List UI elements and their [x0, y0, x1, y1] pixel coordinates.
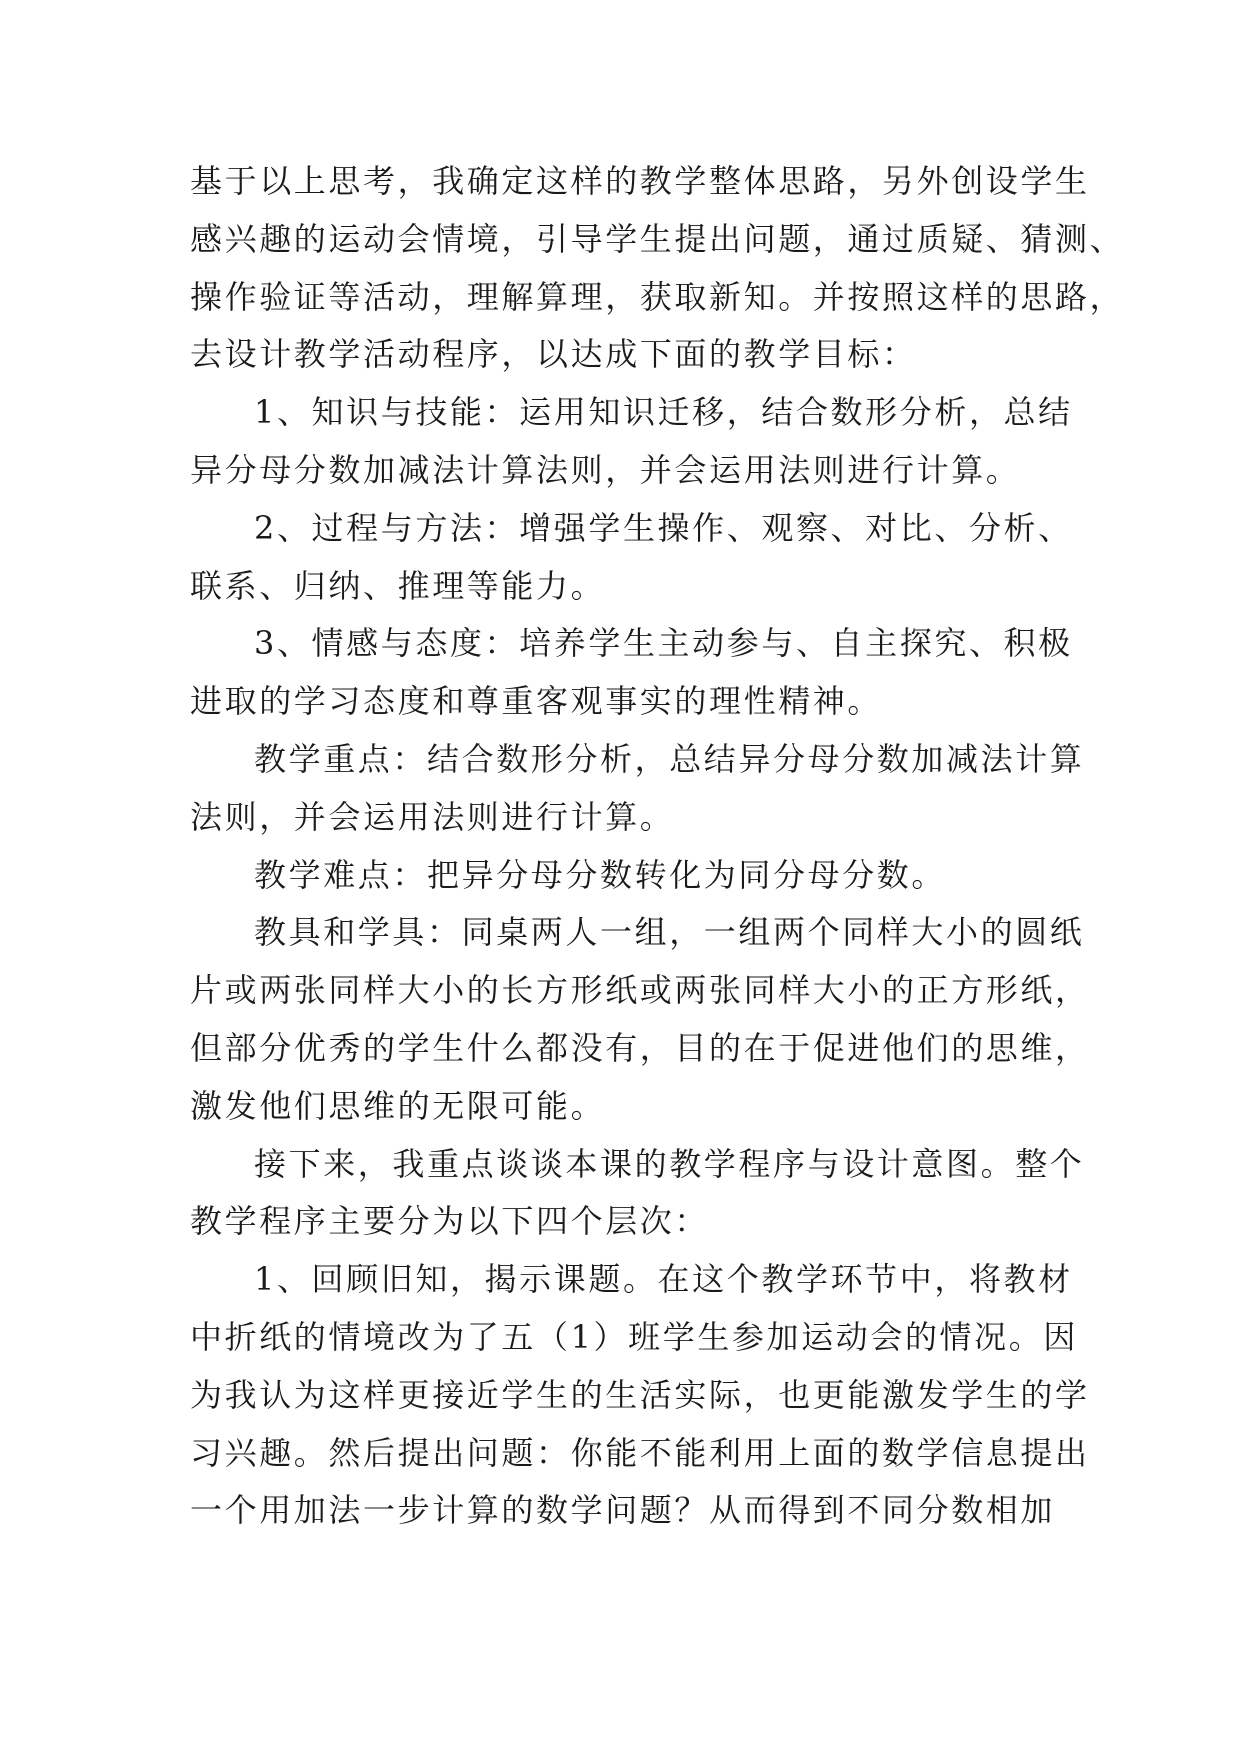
- text-line: 联系、归纳、推理等能力。: [190, 566, 606, 605]
- text-line: 1、知识与技能：运用知识迁移，结合数形分析，总结: [254, 393, 1073, 432]
- text-line: 异分母分数加减法计算法则，并会运用法则进行计算。: [190, 451, 1021, 489]
- text-line: 习兴趣。然后提出问题：你能不能利用上面的数学信息提出: [190, 1433, 1090, 1472]
- text-line: 1、回顾旧知，揭示课题。在这个教学环节中，将教材: [254, 1260, 1073, 1299]
- text-line: 感兴趣的运动会情境，引导学生提出问题，通过质疑、猜测、: [190, 219, 1125, 258]
- text-line: 教具和学具：同桌两人一组，一组两个同样大小的圆纸: [254, 913, 1085, 952]
- text-line: 激发他们思维的无限可能。: [190, 1086, 606, 1125]
- text-line: 基于以上思考，我确定这样的教学整体思路，另外创设学生: [190, 162, 1090, 200]
- text-line: 操作验证等活动，理解算理，获取新知。并按照这样的思路，: [190, 277, 1125, 316]
- text-line: 法则，并会运用法则进行计算。: [190, 797, 675, 836]
- text-line: 教学难点：把异分母分数转化为同分母分数。: [254, 855, 947, 894]
- text-line: 一个用加法一步计算的数学问题？从而得到不同分数相加: [190, 1491, 1056, 1530]
- text-line: 但部分优秀的学生什么都没有，目的在于促进他们的思维，: [190, 1029, 1090, 1067]
- text-line: 2、过程与方法：增强学生操作、观察、对比、分析、: [254, 508, 1073, 547]
- text-line: 进取的学习态度和尊重客观事实的理性精神。: [190, 682, 883, 721]
- text-line: 为我认为这样更接近学生的生活实际，也更能激发学生的学: [190, 1375, 1090, 1414]
- text-line: 3、情感与态度：培养学生主动参与、自主探究、积极: [254, 624, 1073, 663]
- text-line: 片或两张同样大小的长方形纸或两张同样大小的正方形纸，: [190, 971, 1090, 1010]
- text-line: 接下来，我重点谈谈本课的教学程序与设计意图。整个: [254, 1144, 1085, 1183]
- text-line: 去设计教学活动程序，以达成下面的教学目标：: [190, 335, 917, 374]
- text-line: 教学程序主要分为以下四个层次：: [190, 1202, 710, 1241]
- text-line: 教学重点：结合数形分析，总结异分母分数加减法计算: [254, 740, 1085, 778]
- text-line: 中折纸的情境改为了五（1）班学生参加运动会的情况。因: [190, 1318, 1078, 1356]
